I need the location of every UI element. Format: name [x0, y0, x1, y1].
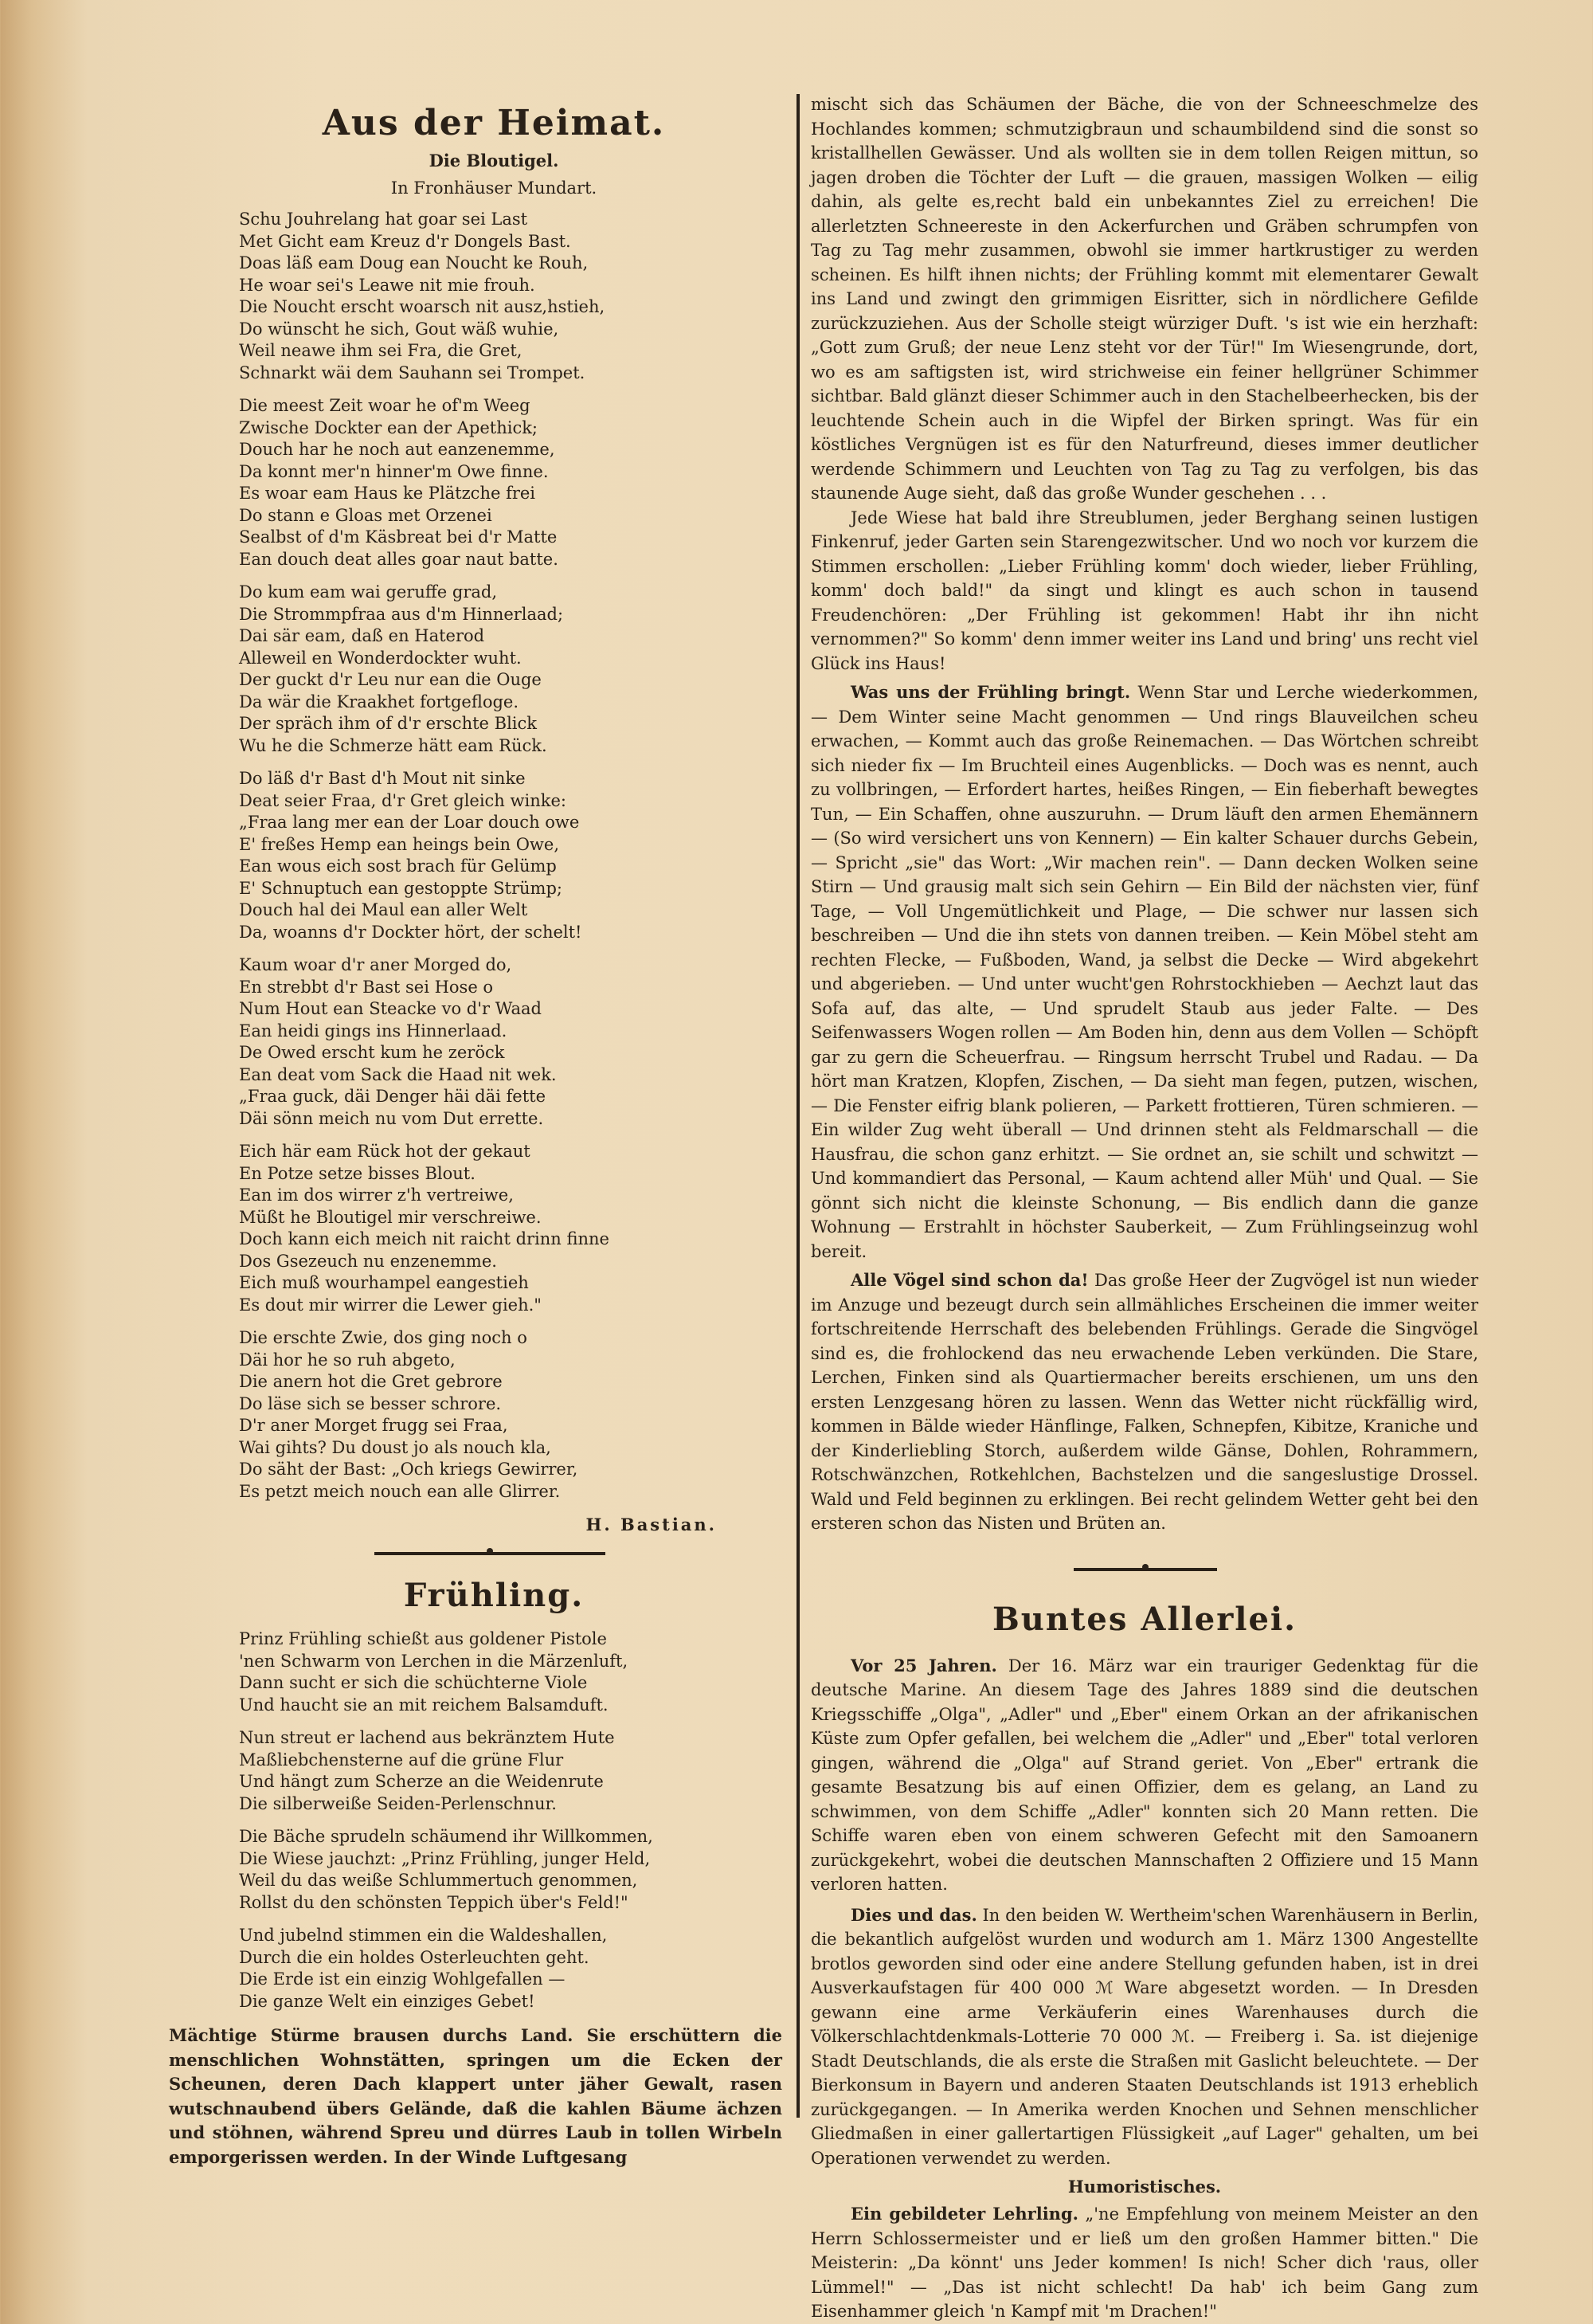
poem-line: Die anern hot die Gret gebrore: [239, 1372, 503, 1391]
poem-stanza: [239, 1826, 749, 1914]
poem-line: Kaum woar d'r aner Morged do,: [239, 955, 512, 974]
poem-line: Schu Jouhrelang hat goar sei Last: [239, 210, 528, 229]
poem-bloutigel: [239, 209, 749, 1503]
paragraph-text: „'ne Empfehlung von meinem Meister an den Herrn Schlossermeister und er ließ um den großen Hammer bitten." Die Meisterin: „Da könnt' uns Jeder kommen! Is nich! Scher dich 'raus, oller Lümmel!" — „Das ist nicht schlecht! Da hab' ich beim Gang zum Eisenhammer gleich 'n Kampf mit 'm Drachen!": [811, 2204, 1479, 2321]
poem-line: Und haucht sie an mit reichem Balsamduft.: [239, 1695, 609, 1715]
poem-line: Eich muß wourhampel eangestieh: [239, 1273, 529, 1292]
poem-line: Do kum eam wai geruffe grad,: [239, 582, 497, 602]
poem-stanza: [239, 1327, 749, 1503]
fruehling-poem-block: [239, 1576, 749, 2012]
poem-line: Do stann e Gloas met Orzenei: [239, 505, 492, 525]
paragraph: [811, 680, 1478, 1264]
poem-stanza: [239, 1925, 749, 2012]
prose-paragraph: [169, 2024, 782, 2169]
poem-line: Do wünscht he sich, Gout wäß wuhie,: [239, 319, 559, 339]
poem-line: Maßliebchensterne auf die grüne Flur: [239, 1750, 564, 1769]
poem-title: Die Bloutigel.: [429, 151, 559, 170]
poem-line: Rollst du den schönsten Teppich über's Feld!": [239, 1892, 628, 1912]
poem-line: Und hängt zum Scherze an die Weidenrute: [239, 1772, 604, 1791]
paragraph-lead: Dies und das.: [851, 1904, 977, 1925]
paragraph: [811, 2202, 1478, 2324]
poem-line: Es woar eam Haus ke Plätzche frei: [239, 484, 536, 503]
poem-line: Nun streut er lachend aus bekränztem Hute: [239, 1728, 615, 1747]
paragraph-lead: Mächtige Stürme brausen durchs Land.: [169, 2025, 573, 2045]
poem-line: Durch die ein holdes Osterleuchten geht.: [239, 1947, 589, 1967]
poem-line: De Owed erscht kum he zeröck: [239, 1043, 505, 1062]
poem-line: Wai gihts? Du doust jo als nouch kla,: [239, 1437, 551, 1457]
poem-line: Ean heidi gings ins Hinnerlaad.: [239, 1021, 507, 1041]
paragraph: [811, 506, 1478, 676]
poem-line: Schnarkt wäi dem Sauhann sei Trompet.: [239, 363, 585, 382]
poem-line: Die Noucht erscht woarsch nit ausz,hstieh,: [239, 297, 605, 316]
poem-line: Die Strommpfraa aus d'm Hinnerlaad;: [239, 604, 564, 624]
paragraph-text: Jede Wiese hat bald ihre Streublumen, jeder Berghang seinen lustigen Finkenruf, jeder Garten sein Starengezwitscher. Und wo noch vor kurzem die Stimmen erschollen: „Lieber Frühling komm' doch wieder, lieber Frühling, komm' doch bald!" da singt und klingt es auch schon in tausend Freudenchören: „Der Frühling ist gekommen! Habt ihr ihn nicht vernommen?" So komm' denn immer weiter ins Land und bring' uns recht viel Glück ins Haus!: [811, 508, 1478, 673]
poem-line: Zwische Dockter ean der Apethick;: [239, 417, 538, 437]
poem-line: Num Hout ean Steacke vo d'r Waad: [239, 999, 542, 1018]
poem-stanza: [239, 582, 749, 757]
poem-line: Ean wous eich sost brach für Gelümp: [239, 856, 557, 876]
poem-line: 'nen Schwarm von Lerchen in die Märzenluft,: [239, 1651, 628, 1671]
column-rule: [796, 94, 800, 2118]
poem-line: Sealbst of d'm Käsbreat bei d'r Matte: [239, 527, 558, 547]
poem-line: Weil du das weiße Schlummertuch genommen,: [239, 1871, 638, 1890]
poem-line: Do läß d'r Bast d'h Mout nit sinke: [239, 769, 526, 788]
section-title-buntes-allerlei: Buntes Allerlei.: [992, 1600, 1297, 1638]
poem-line: Müßt he Bloutigel mir verschreiwe.: [239, 1207, 542, 1227]
poem-line: Dai sär eam, daß en Haterod: [239, 626, 485, 645]
poem-stanza: [239, 954, 749, 1130]
divider-spacer: [239, 1536, 749, 1568]
poem-line: Der guckt d'r Leu nur ean die Ouge: [239, 670, 542, 689]
poem-line: En strebbt d'r Bast sei Hose o: [239, 977, 494, 997]
left-column: [169, 102, 783, 2169]
poem-line: Der spräch ihm of d'r erschte Blick: [239, 714, 537, 733]
poem-line: Es petzt meich nouch ean alle Glirrer.: [239, 1481, 561, 1501]
paragraph-lead: Ein gebildeter Lehrling.: [851, 2204, 1078, 2224]
poem-line: Dann sucht er sich die schüchterne Viole: [239, 1673, 588, 1692]
poem-line: En Potze setze bisses Blout.: [239, 1163, 476, 1183]
poem-line: Ean deat vom Sack die Haad nit wek.: [239, 1064, 557, 1084]
paragraph-text: Sie erschüttern die menschlichen Wohnstätten, springen um die Ecken der Scheunen, deren Dach klappert unter jäher Gewalt, rasen wutschnaubend übers Gelände, daß die kahlen Bäume ächzen und stöhnen, während Spreu und dürres Laub in tollen Wirbeln emporgerissen werden. In der Winde Luftgesang: [169, 2025, 783, 2167]
poem-line: Däi sönn meich nu vom Dut errette.: [239, 1108, 544, 1128]
subsection-title-humoristisches: Humoristisches.: [1067, 2177, 1222, 2197]
divider-spacer: [811, 1536, 1478, 1600]
poem-line: Do säht der Bast: „Och kriegs Gewirrer,: [239, 1460, 578, 1479]
paragraph: [811, 1268, 1478, 1536]
paragraph-text: Der 16. März war ein trauriger Gedenktag für die deutsche Marine. An diesem Tage des Jahres 1889 sind die deutschen Kriegsschiffe „Olga", „Adler" und „Eber" einem Orkan an der afrikanischen Küste zum Opfer gefallen, bei welchem die „Adler" und „Eber" total verloren gingen, während die „Olga" auf Strand geriet. Von „Eber" ertrank die gesamte Besatzung bis auf einen Offizier, dem es gelang, an Land zu schwimmen, von dem Schiffe „Adler" konnten sich 20 Mann retten. Die Schiffe waren eben von einem schweren Gefecht mit den Samoanern zurückgekehrt, wobei die deutschen Mannschaften 2 Offiziere und 15 Mann verloren hatten.: [811, 1656, 1479, 1894]
paragraph-text: Das große Heer der Zugvögel ist nun wieder im Anzuge und bezeugt durch sein allmähliches Erscheinen die immer weiter fortschreitende Herrschaft des belebenden Frühlings. Gerade die Singvögel sind es, die frohlockend das neu erwachende Leben verkünden. Die Stare, Lerchen, Finken sind als Quartiermacher bereits erschienen, um uns den ersten Lenzgesang hören zu lassen. Wenn das Wetter nicht rückfällig wird, kommen in Bälde wieder Hänflinge, Falken, Schnepfen, Kibitze, Kraniche und der Kinderliebling Storch, außerdem wilde Gänse, Dohlen, Rohrammern, Rotschwänzchen, Rotkehlchen, Bachstelzen und die sangeslustige Drossel. Wald und Feld beginnen zu erklingen. Bei recht gelindem Wetter geht bei den ersteren schon das Nisten und Brüten an.: [811, 1271, 1478, 1533]
poem-stanza: [239, 1727, 749, 1815]
poem-line: Douch har he noch aut eanzenemme,: [239, 440, 555, 459]
paragraph-lead: Alle Vögel sind schon da!: [851, 1270, 1089, 1290]
poem-line: Douch hal dei Maul ean aller Welt: [239, 900, 528, 919]
left-prose-block: [169, 2024, 782, 2169]
poem-line: Met Gicht eam Kreuz d'r Dongels Bast.: [239, 231, 571, 251]
poem-stanza: [239, 395, 749, 570]
paragraph: [811, 1654, 1478, 1897]
poem-line: Die ganze Welt ein einziges Gebet!: [239, 1991, 535, 2011]
poem-line: Däi hor he so ruh abgeto,: [239, 1350, 456, 1370]
poem-signature: H. Bastian.: [585, 1515, 717, 1534]
poem-stanza: [239, 209, 749, 384]
poem-line: Ean douch deat alles goar naut batte.: [239, 549, 558, 569]
poem-line: Die Wiese jauchzt: „Prinz Frühling, junger Held,: [239, 1848, 651, 1868]
poem-line: Prinz Frühling schießt aus goldener Pistole: [239, 1629, 607, 1648]
ornamental-divider: [1074, 1568, 1217, 1571]
poem-line: E' Schnuptuch ean gestoppte Strümp;: [239, 878, 562, 898]
poem-line: Die erschte Zwie, dos ging noch o: [239, 1328, 527, 1347]
poem-stanza: [239, 1628, 749, 1716]
poem-line: Do läse sich se besser schrore.: [239, 1393, 502, 1413]
poem-subtitle: In Fronhäuser Mundart.: [390, 178, 597, 198]
poem-line: He woar sei's Leawe nit mie frouh.: [239, 275, 535, 295]
section-title-aus-der-heimat: Aus der Heimat.: [322, 103, 666, 143]
poem-line: Die Bäche sprudeln schäumend ihr Willkommen,: [239, 1827, 653, 1846]
poem-line: Doch kann eich meich nit raicht drinn finne: [239, 1229, 609, 1248]
poem-line: Dos Gsezeuch nu enzenemme.: [239, 1251, 497, 1271]
poem-stanza: [239, 768, 749, 943]
poem-line: Da wär die Kraakhet fortgefloge.: [239, 692, 519, 711]
poem-line: Doas läß eam Doug ean Noucht ke Rouh,: [239, 253, 589, 272]
paragraph-text: Wenn Star und Lerche wiederkommen, — Dem Winter seine Macht genommen — Und rings Blauveilchen scheu erwachen, — Kommt auch das große Reinemachen. — Das Wörtchen schreibt sich nieder fix — Im Bruchteil eines Augenblicks. — Doch was es nennt, auch zu vollbringen, — Erfordert hartes, heißes Ringen, — Ein fieberhaft bewegtes Tun, — Ein Schaffen, ohne auszuruhn. — Drum läuft den armen Ehemännern — (So wird versichert uns von Kennern) — Ein kalter Schauer durchs Gebein, — Spricht „sie" das Wort: „Wir machen rein". — Dann decken Wolken seine Stirn — Und grausig malt sich sein Gehirn — Ein Bild der nächsten vier, fünf Tage, — Voll Ungemütlichkeit und Plage, — Die schwer nur lassen sich beschreiben — Und die ihn stets von dannen treiben. — Kein Möbel steht am rechten Flecke, — Fußboden, Wand, ja selbst die Decke — Wird abgekehrt und abgerieben. — Und unter wucht'gen Rohrstockhieben — Aechzt laut das Sofa auf, das alte, — Und sprudelt Staub aus jeder Falte. — Des Seifenwassers Wogen rollen — Am Boden hin, denn aus dem Vollen — Schöpft gar zu gern die Scheuerfrau. — Ringsum herrscht Trubel und Radau. — Da hört man Kratzen, Klopfen, Zischen, — Da sieht man fegen, putzen, wischen, — Die Fenster eifrig blank polieren, — Parkett frottieren, Türen schmieren. — Ein wilder Zug weht überall — Und drinnen steht als Feldmarschall — die Hausfrau, die schon ganz erhitzt. — Sie ordnet an, sie schilt und schwitzt — Und kommandiert das Personal, — Kaum achtend aller Müh' und Qual. — Sie gönnt sich nicht die kleinste Schonung, — Bis endlich dann die ganze Wohnung — Erstrahlt in höchster Sauberkeit, — Zum Frühlingseinzug wohl bereit.: [811, 683, 1478, 1261]
poem-fruehling: [239, 1628, 749, 2012]
poem-line: Die silberweiße Seiden-Perlenschnur.: [239, 1793, 557, 1813]
poem-line: Eich här eam Rück hot der gekaut: [239, 1142, 530, 1161]
paragraph-lead: Was uns der Frühling bringt.: [851, 682, 1131, 702]
poem-line: Da konnt mer'n hinner'm Owe finne.: [239, 461, 549, 481]
poem-line: Wu he die Schmerze hätt eam Rück.: [239, 735, 547, 755]
poem-line: D'r aner Morget frugg sei Fraa,: [239, 1416, 508, 1435]
poem-line: E' freßes Hemp ean heings bein Owe,: [239, 834, 560, 854]
poem-line: Die Erde ist ein einzig Wohlgefallen —: [239, 1969, 566, 1989]
poem-line: Es dout mir wirrer die Lewer gieh.": [239, 1295, 542, 1315]
poem-line: Alleweil en Wonderdockter wuht.: [239, 648, 522, 668]
poem-line: Deat seier Fraa, d'r Gret gleich winke:: [239, 790, 566, 810]
paragraph-lead: Vor 25 Jahren.: [851, 1655, 997, 1675]
poem-line: Da, woanns d'r Dockter hört, der schelt!: [239, 922, 582, 942]
poem-line: Und jubelnd stimmen ein die Waldeshallen,: [239, 1926, 608, 1945]
paragraph-text: In den beiden W. Wertheim'schen Warenhäusern in Berlin, die bekantlich aufgelöst wurden und wodurch am 1. März 1300 Angestellte brotlos geworden sind oder eine andere Stellung gefunden haben, ist in drei Ausverkaufstagen für 400 000 ℳ Ware abgesetzt worden. — In Dresden gewann eine arme Verkäuferin eines Warenhauses durch die Völkerschlachtdenkmals-Lotterie 70 000 ℳ. — Freiberg i. Sa. ist diejenige Stadt Deutschlands, die als erste die Straßen mit Gaslicht beleuchtete. — Der Bierkonsum in Bayern und anderen Staaten Deutschlands ist 1913 erheblich zurückgegangen. — In Amerika werden Knochen und Sehnen menschlicher Gliedmaßen in einer gallertartigen Flüssigkeit „auf Lager" gehalten, um bei Operationen verwendet zu werden.: [811, 1905, 1478, 2168]
paragraph: [811, 1903, 1478, 2171]
poem-line: „Fraa guck, däi Denger häi däi fette: [239, 1087, 546, 1106]
poem-stanza: [239, 1141, 749, 1316]
right-column: [811, 92, 1478, 2324]
ornamental-divider: [374, 1552, 605, 1555]
paragraph: mischt sich das Schäumen der Bäche, die von der Schneeschmelze des Hochlandes kommen; schmutzigbraun und schaumbildend sind die sonst so kristallhellen Gewässer. Und als wollten sie in dem tollen Reigen mittun, so jagen droben die Töchter der Luft — die grauen, massigen Wolken — eilig dahin, als gelte es,recht bald ein unbekanntes Ziel zu erreichen! Die allerletzten Schneereste in den Ackerfurchen und Gräben schrumpfen von Tag zu Tag mehr zusammen, obwohl sie immer hartkrustiger zu werden scheinen. Es hilft ihnen nichts; der Frühling kommt mit elementarer Gewalt ins Land und zwingt den grimmigen Eisritter, sich in nördlichere Gefilde zurückzuziehen. Aus der Scholle steigt würziger Duft. 's ist wie ein herzhaft: „Gott zum Gruß; der neue Lenz steht vor der Tür!" Im Wiesengrunde, dort, wo es am saftigsten ist, wird strichweise ein feiner hellgrüner Schimmer sichtbar. Bald glänzt dieser Schimmer auch in den Stachelbeerhecken, bis der leuchtende Schein auch in die Wipfel der Birken springt. Was für ein köstliches Vergnügen ist es für den Naturfreund, dieses immer deutlicher werdende Schimmern und Leuchten von Tag zu Tag zu verfolgen, bis das staunende Auge sieht, daß das große Wunder geschehen . . .: [811, 95, 1478, 503]
poem-title-fruehling: Frühling.: [403, 1577, 585, 1614]
poem-line: Ean im dos wirrer z'h vertreiwe,: [239, 1186, 514, 1205]
poem-line: „Fraa lang mer ean der Loar douch owe: [239, 813, 580, 832]
poem-line: Die meest Zeit woar he of'm Weeg: [239, 396, 530, 415]
poem-line: Weil neawe ihm sei Fra, die Gret,: [239, 341, 523, 360]
